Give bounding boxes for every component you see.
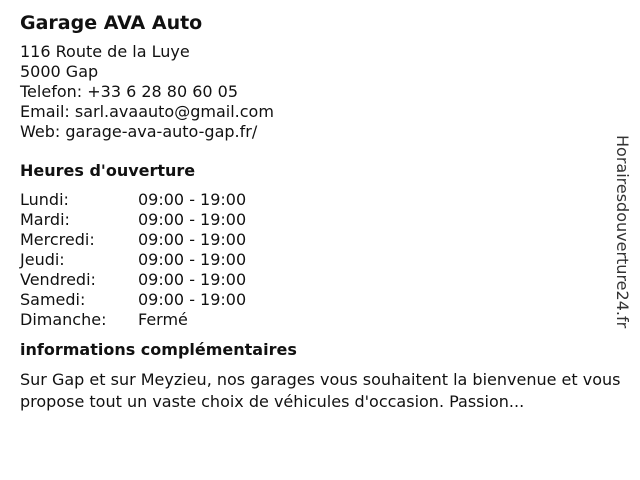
email-line: Email: sarl.avaauto@gmail.com [20, 102, 274, 121]
day-label: Samedi: [20, 290, 86, 309]
web-line: Web: garage-ava-auto-gap.fr/ [20, 122, 258, 141]
business-card [20, 10, 620, 413]
day-label: Dimanche: [20, 310, 107, 329]
day-hours: 09:00 - 19:00 [138, 210, 247, 229]
contact-block [20, 42, 620, 142]
hours-row-samedi [20, 290, 620, 310]
day-label: Lundi: [20, 190, 69, 209]
day-label: Vendredi: [20, 270, 96, 289]
day-hours: 09:00 - 19:00 [138, 290, 247, 309]
hours-row-lundi [20, 190, 620, 210]
hours-row-mardi [20, 210, 620, 230]
hours-row-dimanche [20, 310, 620, 330]
info-text: Sur Gap et sur Meyzieu, nos garages vous souhaitent la bienvenue et vous propose tout un vaste choix de véhicules d'occasion. Passion... [20, 370, 621, 411]
hours-table [20, 190, 620, 330]
info-title: informations complémentaires [20, 340, 297, 359]
day-hours: 09:00 - 19:00 [138, 230, 247, 249]
address-city: 5000 Gap [20, 62, 99, 81]
day-label: Mercredi: [20, 230, 95, 249]
phone-line: Telefon: +33 6 28 80 60 05 [20, 82, 239, 101]
hours-row-vendredi [20, 270, 620, 290]
address-street: 116 Route de la Luye [20, 42, 190, 61]
hours-title: Heures d'ouverture [20, 161, 196, 180]
watermark: Horairesdouverture24.fr [613, 135, 632, 329]
business-name: Garage AVA Auto [20, 12, 203, 34]
day-hours: 09:00 - 19:00 [138, 190, 247, 209]
day-hours: 09:00 - 19:00 [138, 250, 247, 269]
day-hours: Fermé [138, 310, 188, 329]
hours-row-jeudi [20, 250, 620, 270]
hours-row-mercredi [20, 230, 620, 250]
day-label: Mardi: [20, 210, 70, 229]
day-hours: 09:00 - 19:00 [138, 270, 247, 289]
day-label: Jeudi: [20, 250, 65, 269]
